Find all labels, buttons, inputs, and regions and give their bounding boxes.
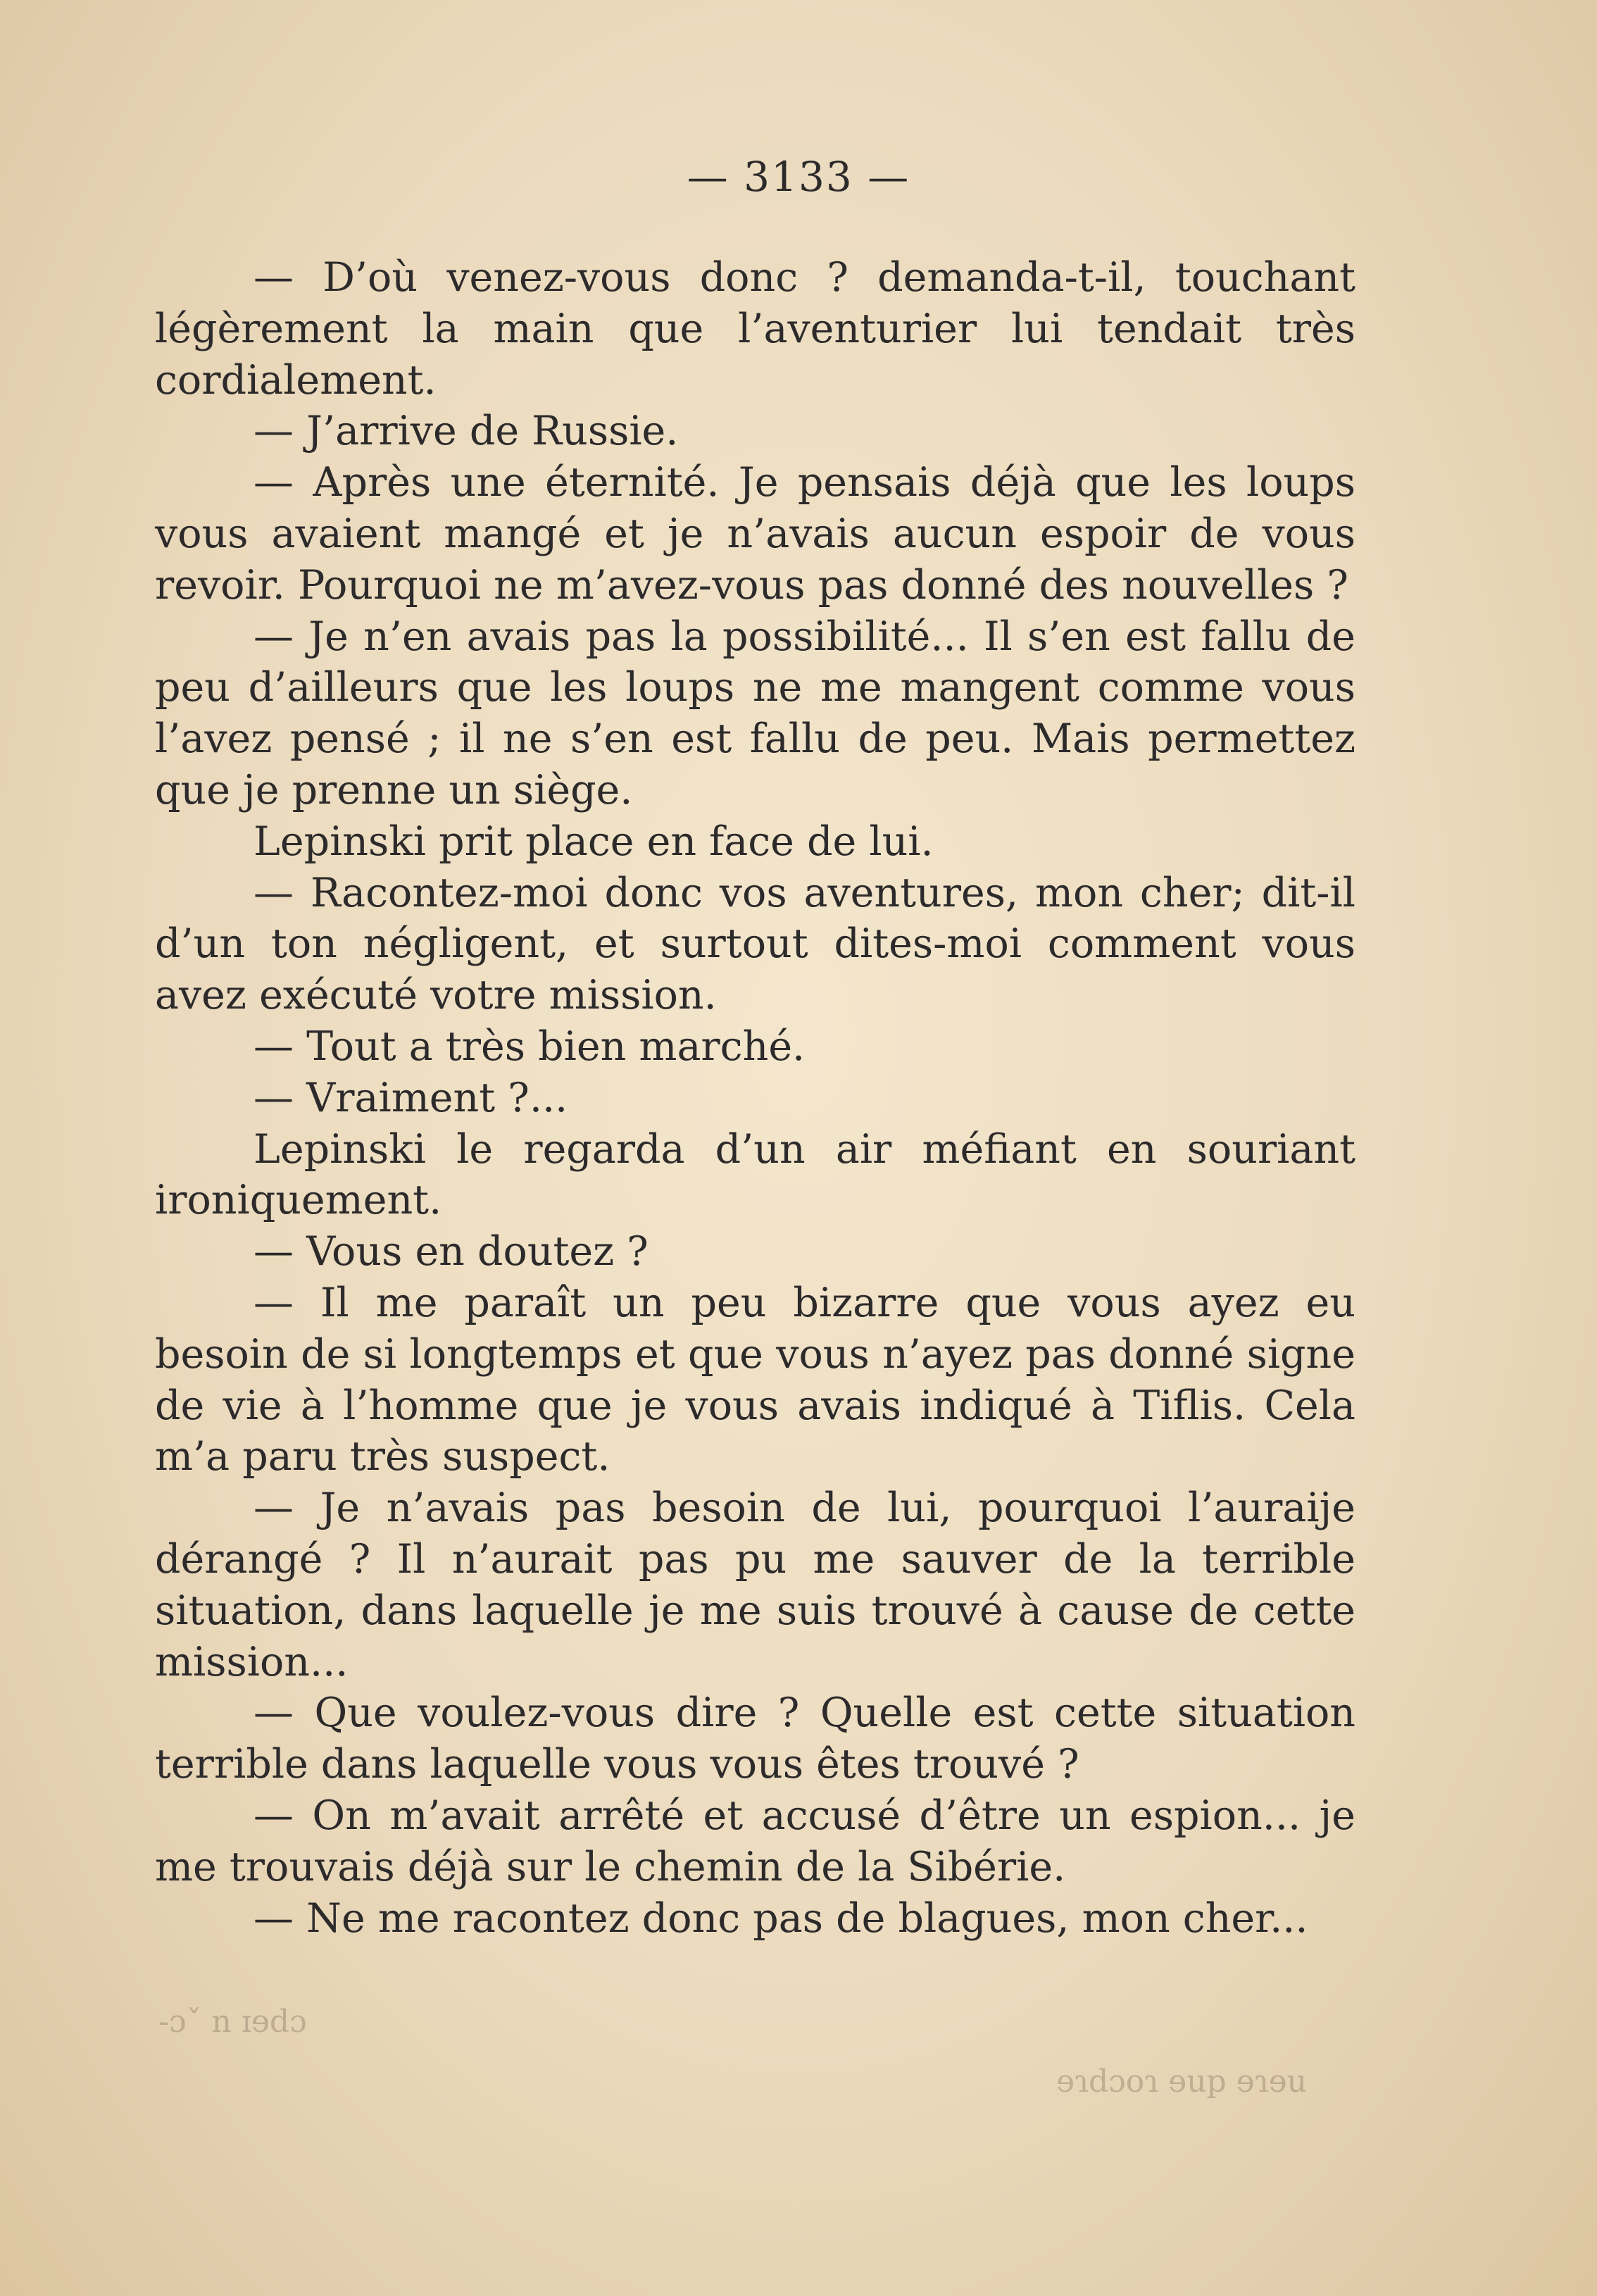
page-number: — 3133 — [687,153,910,201]
paragraph: — On m’avait arrêté et accusé d’être un espion... je me trouvais déjà sur le chemin de la Sibérie. [155,1792,1355,1890]
paragraph: — Racontez-moi donc vos aventures, mon cher; dit-il d’un ton négligent, et surtout dites-moi comment vous avez exécuté votre mission. [155,869,1355,1019]
paragraph: — J’arrive de Russie. [253,408,679,455]
show-through-text: -ɔˇ n ɪɘdɔ [158,2004,307,2040]
paragraph: Lepinski prit place en face de lui. [253,818,934,865]
paragraph: — Vraiment ?... [253,1074,568,1121]
paragraph: — Il me paraît un peu bizarre que vous ayez eu besoin de si longtemps et que vous n’ayez pas donné signe de vie à l’homme que je vous avais indiqué à Tiflis. Cela m’a paru très suspect. [155,1279,1355,1480]
paragraph: Lepinski le regarda d’un air méfiant en souriant ironiquement. [155,1125,1355,1224]
paragraph: — Après une éternité. Je pensais déjà que les loups vous avaient mangé et je n’avais aucun espoir de vous revoir. Pourquoi ne m’avez-vous pas donné des nouvelles ? [155,459,1355,609]
paragraph: — Je n’en avais pas la possibilité... Il s’en est fallu de peu d’ailleurs que les loups ne me mangent comme vous l’avez pensé ; il ne s’en est fallu de peu. Mais permettez que je prenne un siège. [155,613,1355,813]
show-through-text: ɘɿdɔoɿ ɘup ɘɿɘu [1056,2064,1308,2100]
paragraph: — Ne me racontez donc pas de blagues, mon cher... [253,1895,1308,1942]
paragraph: — D’où venez-vous donc ? demanda-t-il, touchant légèrement la main que l’aventurier lui tendait très cordialement. [155,254,1355,404]
paragraph: — Je n’avais pas besoin de lui, pourquoi l’auraije dérangé ? Il n’aurait pas pu me sauver de la terrible situation, dans laquelle je me suis trouvé à cause de cette mission... [155,1485,1355,1685]
paragraph: — Tout a très bien marché. [253,1023,806,1070]
paragraph: — Vous en doutez ? [253,1228,649,1275]
paragraph: — Que voulez-vous dire ? Quelle est cette situation terrible dans laquelle vous vous êtes trouvé ? [155,1690,1355,1788]
body-text [155,252,1355,1944]
